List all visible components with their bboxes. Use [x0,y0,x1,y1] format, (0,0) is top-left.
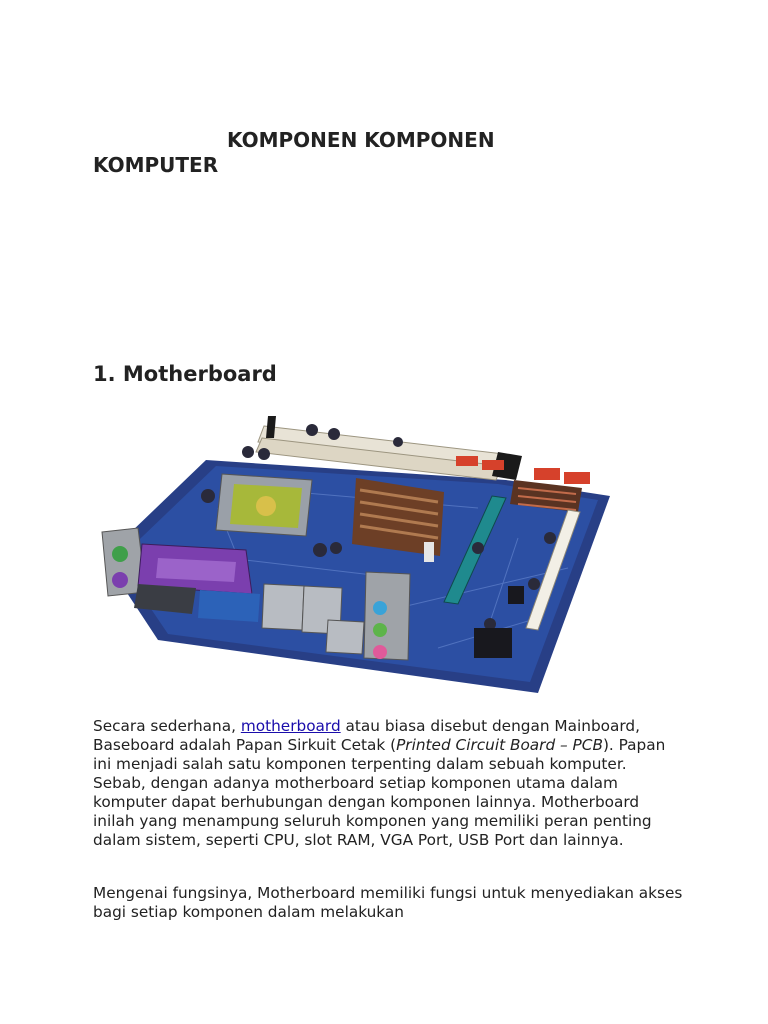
paragraph-motherboard-function: Mengenai fungsinya, Motherboard memiliki fungsi untuk menyediakan akses bagi setiap komponen dalam melakukan [93,884,683,921]
paragraph-mid: atau biasa disebut dengan Mainboard, Baseboard adalah Papan Sirkuit Cetak ( [93,717,640,754]
page-title [93,128,613,178]
section-heading-motherboard: 1. Motherboard [93,362,277,386]
paragraph-lead: Secara sederhana, [93,717,241,735]
title-line-2: KOMPUTER [93,153,219,177]
title-line-1: KOMPONEN KOMPONEN [227,128,495,152]
motherboard-image [98,408,616,700]
pcb-term: Printed Circuit Board – PCB [396,736,603,754]
paragraph-motherboard-definition [93,717,683,850]
paragraph-tail: ). Papan ini menjadi salah satu komponen terpenting dalam sebuah komputer. Sebab, dengan adanya motherboard setiap komponen utama dalam komputer dapat berhubungan dengan komponen lainnya. Motherboard inilah yang menampung seluruh komponen yang memiliki peran penting dalam sistem, seperti CPU, slot RAM, VGA Port, USB Port dan lainnya. [93,736,666,849]
motherboard-photo-icon [98,408,616,700]
motherboard-link[interactable]: motherboard [240,717,341,735]
